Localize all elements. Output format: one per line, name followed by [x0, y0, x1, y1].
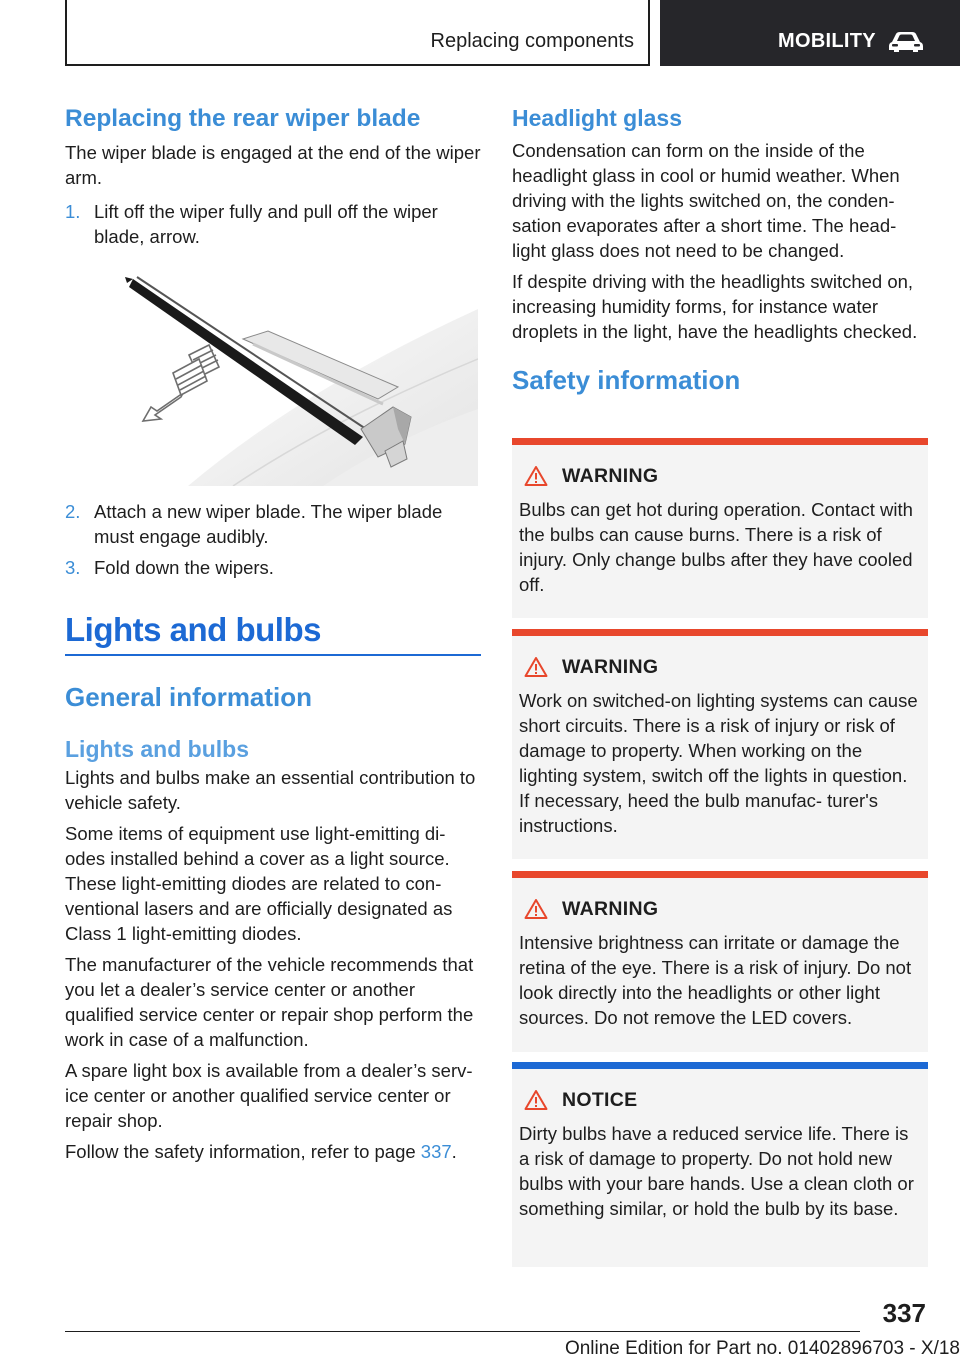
box-text: Intensive brightness can irritate or damage the retina of the eye. There is a risk of injury. Do not look directly into the headlights or other light sources. Do not remove the LED covers. [519, 932, 912, 1028]
paragraph: Condensation can form on the inside of the headlight glass in cool or humid weather. When driving with the lights switched on, the conden‐ sation evaporates after a short time. The head‐ light glass does not need to be changed. [512, 140, 900, 261]
paragraph: A spare light box is available from a dealer’s serv‐ ice center or another qualified service center or repair shop. [65, 1060, 473, 1131]
safety-reference [65, 1139, 481, 1164]
warning-bar [512, 871, 928, 878]
chapter-divider [65, 654, 481, 656]
headlight-glass-heading: Headlight glass [512, 105, 682, 131]
lights-bulbs-chapter-title: Lights and bulbs [65, 611, 321, 648]
car-icon [888, 31, 924, 53]
box-label: WARNING [562, 897, 659, 920]
step-number: 1. [65, 201, 81, 222]
notice-box [512, 1062, 928, 1267]
left-column [65, 104, 481, 1164]
notice-triangle-icon [524, 1089, 548, 1111]
wiper-illustration [93, 269, 478, 486]
warning-triangle-icon [524, 656, 548, 678]
general-information-heading: General information [65, 682, 313, 712]
page-link[interactable]: 337 [420, 1141, 452, 1162]
step-1 [65, 199, 481, 249]
warning-bar [512, 629, 928, 636]
step-2 [65, 499, 481, 549]
header-section-tab [65, 0, 650, 66]
box-label: WARNING [562, 464, 659, 487]
lights-bulbs-subheading: Lights and bulbs [65, 736, 249, 762]
step-text: Lift off the wiper fully and pull off the wiper blade, arrow. [94, 201, 438, 247]
header-section-title: Replacing components [430, 30, 634, 52]
warning-box-1 [512, 438, 928, 618]
notice-bar [512, 1062, 928, 1069]
safety-reference-text: Follow the safety information, refer to page [65, 1141, 421, 1162]
box-text: Dirty bulbs have a reduced service life. There is a risk of damage to property. Do not hold new bulbs with your bare hands. Use a clean cloth or something similar, or hold the bulb by its base. [519, 1123, 914, 1219]
box-text: Bulbs can get hot during operation. Contact with the bulbs can cause burns. There is a risk of injury. Only change bulbs after they have cooled off. [519, 499, 913, 595]
step-number: 2. [65, 501, 81, 522]
step-text: Fold down the wipers. [94, 557, 274, 578]
paragraph: Some items of equipment use light-emitting di‐ odes installed behind a cover as a light source. These light-emitting diodes are related to con‐ ventional lasers and are officially designated as Class 1 light-emitting diodes. [65, 823, 453, 944]
box-text: Work on switched-on lighting systems can cause short circuits. There is a risk of injury or risk of damage to property. When working on the lighting system, switch off the lights in question. If necessary, heed the bulb manufac‐ turer's instructions. [519, 690, 918, 836]
footer-edition: Online Edition for Part no. 01402896703 - X/18 [564, 1338, 960, 1359]
step-number: 3. [65, 557, 81, 578]
footer-divider [65, 1331, 860, 1332]
paragraph: Lights and bulbs make an essential contribution to vehicle safety. [65, 767, 476, 813]
paragraph: If despite driving with the headlights switched on, increasing humidity forms, for instance water droplets in the light, have the headlights checked. [512, 271, 918, 342]
paragraph: The manufacturer of the vehicle recommends that you let a dealer’s service center or another qualified service center or repair shop perform the work in case of a malfunction. [65, 954, 474, 1050]
right-column [512, 104, 928, 396]
arrow-icon [143, 345, 219, 421]
punctuation: . [451, 1141, 457, 1162]
box-label: WARNING [562, 655, 659, 678]
wiper-intro: The wiper blade is engaged at the end of the wiper arm. [65, 142, 481, 188]
header-chapter-tab [660, 0, 960, 66]
warning-box-3 [512, 871, 928, 1052]
safety-information-heading: Safety information [512, 365, 741, 395]
warning-triangle-icon [524, 465, 548, 487]
warning-box-2 [512, 629, 928, 859]
box-label: NOTICE [562, 1088, 638, 1111]
page-number: 337 [882, 1298, 926, 1328]
wiper-blade-heading: Replacing the rear wiper blade [65, 105, 421, 132]
step-text: Attach a new wiper blade. The wiper blade must engage audibly. [94, 501, 443, 547]
header-chapter-title: MOBILITY [778, 30, 876, 52]
warning-triangle-icon [524, 898, 548, 920]
warning-bar [512, 438, 928, 445]
step-3 [65, 555, 481, 580]
